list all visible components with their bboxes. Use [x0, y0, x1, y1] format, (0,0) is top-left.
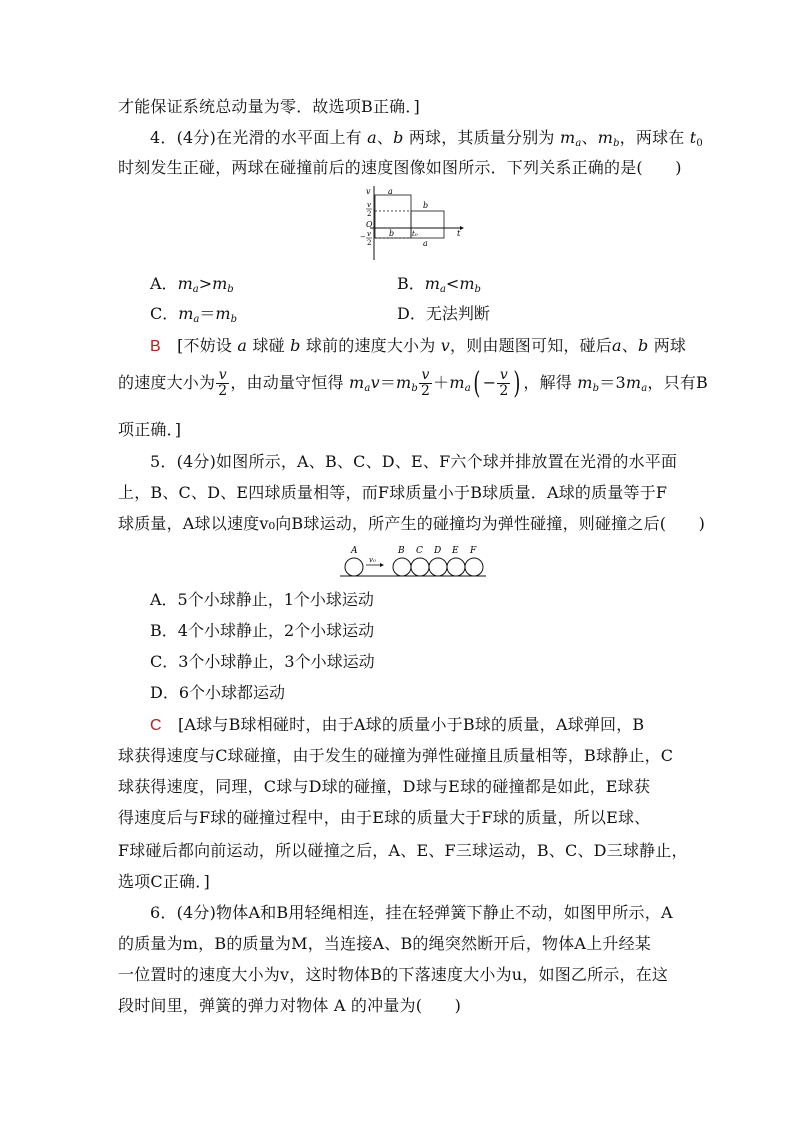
- ball-label-b: B: [398, 546, 405, 556]
- q6-stem-line-4: 段时间里，弹簧的弹力对物体 A 的冲量为( ): [118, 996, 462, 1015]
- q5-option-c[interactable]: C．3个小球静止，3个小球运动: [150, 652, 375, 671]
- q4-option-a[interactable]: A．$m_a>m_b$: [150, 274, 234, 295]
- q4-velocity-time-figure: [360, 184, 470, 260]
- q6-stem-line-3: 一位置时的速度大小为v，这时物体B的下落速度大小为u，如图乙所示，在这: [118, 965, 669, 984]
- fig-label-b-before: b: [389, 229, 395, 238]
- q4-option-d[interactable]: D．无法判断: [397, 304, 490, 323]
- ball-label-d: D: [434, 546, 442, 556]
- q4-explanation-line-3: 项正确．]: [118, 420, 182, 439]
- fig-origin: O: [366, 220, 373, 229]
- fig-label-a-before: a: [388, 187, 393, 196]
- ball-label-c: C: [416, 546, 423, 556]
- ball-label-a: A: [351, 546, 358, 556]
- carry-over-line: 才能保证系统总动量为零．故选项B正确．]: [118, 97, 421, 116]
- q4-stem-line-1: 4．(4分)在光滑的水平面上有 a、b 两球，其质量分别为 $m_a$、$m_b$，两球在 $t_0$: [150, 128, 703, 149]
- q5-answer: C: [150, 717, 162, 734]
- q5-explanation-line-6: 选项C正确．]: [118, 872, 210, 891]
- q5-option-d[interactable]: D．6个小球都运动: [150, 683, 286, 702]
- fig-minus: −: [360, 233, 366, 241]
- fig-label-b-after: b: [423, 201, 429, 210]
- fig-half-v-den: 2: [367, 210, 372, 218]
- q5-option-b[interactable]: B．4个小球静止，2个小球运动: [150, 621, 375, 640]
- ball-label-f: F: [470, 546, 477, 556]
- q5-explanation-line-1: C [A球与B球相碰时，由于A球的质量小于B球的质量，A球弹回，B: [150, 715, 645, 734]
- q4-answer: B: [150, 338, 161, 355]
- q4-explanation-line-2: 的速度大小为 $\frac{v}{2}$ ，由动量守恒得 $m_av=m_b$ $\frac{v}{2}$ $+m_a$( − $\frac{v}{2}$ ) ，解得 $m_b=3m_a$，只有B: [118, 365, 708, 401]
- ball-label-v0: v₀: [369, 556, 376, 564]
- q5-stem-line-2: 上，B、C、D、E四球质量相等，而F球质量小于B球质量．A球的质量等于F: [118, 483, 668, 502]
- fig-label-a-after: a: [423, 239, 428, 248]
- q5-explanation-line-5: F球碰后都向前运动，所以碰撞之后，A、E、F三球运动，B、C、D三球静止，: [118, 841, 688, 860]
- q5-explanation-line-4: 得速度后与F球的碰撞过程中，由于E球的质量大于F球的质量，所以E球、: [118, 808, 651, 827]
- q5-stem-line-1: 5．(4分)如图所示，A、B、C、D、E、F六个球并排放置在光滑的水平面: [150, 452, 678, 471]
- fig-label-t: t: [457, 229, 461, 238]
- q4-explanation-line-1: B [不妨设 a 球碰 b 球前的速度大小为 v，则由题图可知，碰后a、b 两球: [150, 336, 687, 355]
- q4-stem-line-2: 时刻发生正碰，两球在碰撞前后的速度图像如图所示．下列关系正确的是( ): [118, 158, 682, 177]
- fig-neg-half-v-num: v: [367, 230, 371, 238]
- q5-stem-line-3: 球质量，A球以速度v₀向B球运动，所产生的碰撞均为弹性碰撞，则碰撞之后( ): [118, 514, 706, 533]
- q5-explanation-line-3: 球获得速度，同理，C球与D球的碰撞，D球与E球的碰撞都是如此，E球获: [118, 777, 651, 796]
- fig-neg-half-v-den: 2: [367, 239, 372, 247]
- fig-axis-v: v: [366, 187, 371, 196]
- fig-half-v-num: v: [367, 201, 371, 209]
- q6-stem-line-2: 的质量为m，B的质量为M，当连接A、B的绳突然断开后，物体A上升经某: [118, 934, 651, 953]
- q4-option-c[interactable]: C．$m_a=m_b$: [150, 304, 237, 325]
- fig-label-t0: t₀: [412, 230, 418, 238]
- q5-balls-figure: [340, 543, 490, 579]
- q5-option-a[interactable]: A．5个小球静止，1个小球运动: [150, 590, 374, 609]
- q5-explanation-line-2: 球获得速度与C球碰撞，由于发生的碰撞为弹性碰撞且质量相等，B球静止，C: [118, 746, 674, 765]
- q6-stem-line-1: 6．(4分)物体A和B用轻绳相连，挂在轻弹簧下静止不动，如图甲所示，A: [150, 903, 673, 922]
- ball-label-e: E: [452, 546, 459, 556]
- q4-option-b[interactable]: B．$m_a<m_b$: [397, 274, 481, 295]
